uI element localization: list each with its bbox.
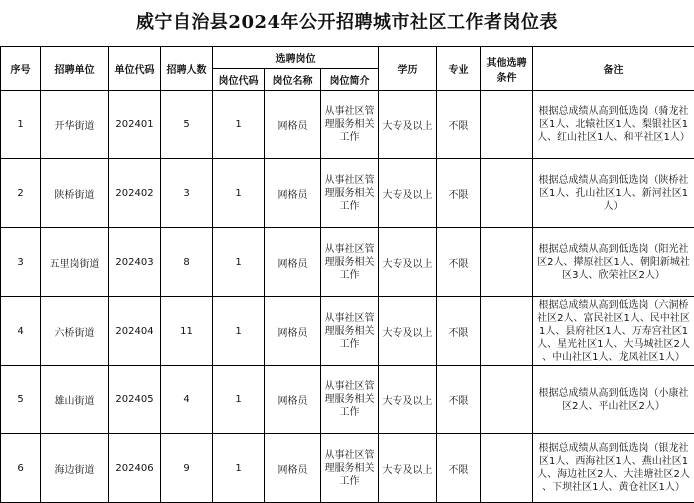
page-title: 威宁自治县2024年公开招聘城市社区工作者岗位表 bbox=[0, 0, 694, 46]
desc-line: 工作 bbox=[340, 201, 360, 212]
header-major: 专业 bbox=[437, 47, 481, 91]
cell-other-conditions bbox=[481, 228, 533, 297]
remark-line: 区3人、欣荣社区2人） bbox=[533, 269, 694, 282]
remark-line: 根据总成绩从高到低选岗（小康社 bbox=[533, 387, 694, 400]
remark-line: 区1人、西海社区1人、燕山社区1 bbox=[533, 455, 694, 468]
table-row bbox=[1, 366, 694, 434]
header-count: 招聘人数 bbox=[161, 47, 213, 91]
cell-unit-code: 202401 bbox=[109, 91, 161, 159]
remark-line: 人、红山社区1人、和平社区1人） bbox=[533, 131, 694, 144]
desc-line: 从事社区管 bbox=[325, 313, 375, 324]
remark-line: 社区2人、富民社区1人、民中社区 bbox=[533, 312, 694, 325]
cell-other-conditions bbox=[481, 366, 533, 434]
cell-position-name: 网格员 bbox=[265, 159, 321, 228]
cell-unit: 开华街道 bbox=[41, 91, 109, 159]
table-header-row bbox=[1, 47, 694, 69]
header-unit: 招聘单位 bbox=[41, 47, 109, 91]
cell-unit-code: 202406 bbox=[109, 434, 161, 503]
cell-position-code: 1 bbox=[213, 366, 265, 434]
desc-line: 工作 bbox=[340, 407, 360, 418]
desc-line: 工作 bbox=[340, 339, 360, 350]
cell-major: 不限 bbox=[437, 297, 481, 366]
cell-position-code: 1 bbox=[213, 228, 265, 297]
desc-line: 工作 bbox=[340, 476, 360, 487]
remark-line: 区2人、撵原社区1人、朝阳新城社 bbox=[533, 256, 694, 269]
cell-major: 不限 bbox=[437, 366, 481, 434]
cell-position-desc bbox=[321, 434, 379, 503]
cell-seq: 2 bbox=[1, 159, 41, 228]
cell-unit-code: 202404 bbox=[109, 297, 161, 366]
cell-education: 大专及以上 bbox=[379, 228, 437, 297]
desc-line: 从事社区管 bbox=[325, 106, 375, 117]
cell-count: 5 bbox=[161, 91, 213, 159]
cell-unit-code: 202402 bbox=[109, 159, 161, 228]
desc-line: 理服务相关 bbox=[325, 463, 375, 474]
header-other-conditions bbox=[481, 47, 533, 91]
desc-line: 理服务相关 bbox=[325, 188, 375, 199]
cell-position-code: 1 bbox=[213, 434, 265, 503]
cell-major: 不限 bbox=[437, 434, 481, 503]
cell-seq: 6 bbox=[1, 434, 41, 503]
header-education: 学历 bbox=[379, 47, 437, 91]
cell-remark bbox=[533, 297, 694, 366]
cell-education: 大专及以上 bbox=[379, 434, 437, 503]
header-position-name: 岗位名称 bbox=[265, 69, 321, 91]
header-position-group: 选聘岗位 bbox=[213, 47, 379, 69]
cell-remark bbox=[533, 159, 694, 228]
table-row bbox=[1, 228, 694, 297]
desc-line: 从事社区管 bbox=[325, 175, 375, 186]
remark-line: 根据总成绩从高到低选岗（陕桥社 bbox=[533, 174, 694, 187]
cell-position-desc bbox=[321, 159, 379, 228]
remark-line: 根据总成绩从高到低选岗（骑龙社 bbox=[533, 105, 694, 118]
cell-major: 不限 bbox=[437, 159, 481, 228]
remark-line: 根据总成绩从高到低选岗（银龙社 bbox=[533, 442, 694, 455]
remark-line: 人、星光社区1人、大马城社区2人 bbox=[533, 338, 694, 351]
cell-other-conditions bbox=[481, 91, 533, 159]
cell-position-name: 网格员 bbox=[265, 297, 321, 366]
cell-count: 3 bbox=[161, 159, 213, 228]
desc-line: 理服务相关 bbox=[325, 257, 375, 268]
header-other-line2: 条件 bbox=[497, 73, 517, 84]
cell-position-name: 网格员 bbox=[265, 91, 321, 159]
cell-count: 9 bbox=[161, 434, 213, 503]
table-row bbox=[1, 159, 694, 228]
remark-line: 、中山社区1人、龙凤社区1人） bbox=[533, 351, 694, 364]
cell-remark bbox=[533, 366, 694, 434]
desc-line: 理服务相关 bbox=[325, 326, 375, 337]
desc-line: 工作 bbox=[340, 270, 360, 281]
cell-remark bbox=[533, 434, 694, 503]
cell-count: 11 bbox=[161, 297, 213, 366]
remark-line: 人） bbox=[533, 200, 694, 213]
header-unit-code: 单位代码 bbox=[109, 47, 161, 91]
cell-remark bbox=[533, 228, 694, 297]
cell-unit: 六桥街道 bbox=[41, 297, 109, 366]
desc-line: 从事社区管 bbox=[325, 244, 375, 255]
header-position-desc: 岗位简介 bbox=[321, 69, 379, 91]
cell-count: 8 bbox=[161, 228, 213, 297]
cell-remark bbox=[533, 91, 694, 159]
cell-education: 大专及以上 bbox=[379, 91, 437, 159]
cell-count: 4 bbox=[161, 366, 213, 434]
remark-line: 1人、县府社区1人、万寿宫社区1 bbox=[533, 325, 694, 338]
positions-table bbox=[0, 46, 694, 503]
remark-line: 根据总成绩从高到低选岗（六洞桥 bbox=[533, 299, 694, 312]
cell-other-conditions bbox=[481, 297, 533, 366]
table-row bbox=[1, 434, 694, 503]
cell-seq: 4 bbox=[1, 297, 41, 366]
cell-unit: 五里岗街道 bbox=[41, 228, 109, 297]
table-row bbox=[1, 91, 694, 159]
desc-line: 理服务相关 bbox=[325, 394, 375, 405]
cell-unit: 海边街道 bbox=[41, 434, 109, 503]
cell-unit: 雄山街道 bbox=[41, 366, 109, 434]
remark-line: 区1人、北辕社区1人、梨银社区1 bbox=[533, 118, 694, 131]
cell-position-name: 网格员 bbox=[265, 434, 321, 503]
header-remark: 备注 bbox=[533, 47, 694, 91]
cell-unit: 陕桥街道 bbox=[41, 159, 109, 228]
cell-position-code: 1 bbox=[213, 91, 265, 159]
table-row bbox=[1, 297, 694, 366]
cell-position-desc bbox=[321, 91, 379, 159]
desc-line: 从事社区管 bbox=[325, 381, 375, 392]
remark-line: 、下坝社区1人、黄仓社区1人） bbox=[533, 481, 694, 494]
desc-line: 理服务相关 bbox=[325, 119, 375, 130]
cell-seq: 5 bbox=[1, 366, 41, 434]
desc-line: 从事社区管 bbox=[325, 450, 375, 461]
cell-education: 大专及以上 bbox=[379, 366, 437, 434]
cell-position-desc bbox=[321, 366, 379, 434]
cell-major: 不限 bbox=[437, 228, 481, 297]
cell-major: 不限 bbox=[437, 91, 481, 159]
cell-unit-code: 202403 bbox=[109, 228, 161, 297]
remark-line: 区2人、平山社区2人） bbox=[533, 400, 694, 413]
header-position-code: 岗位代码 bbox=[213, 69, 265, 91]
cell-other-conditions bbox=[481, 159, 533, 228]
cell-seq: 3 bbox=[1, 228, 41, 297]
cell-position-code: 1 bbox=[213, 159, 265, 228]
cell-position-name: 网格员 bbox=[265, 228, 321, 297]
cell-seq: 1 bbox=[1, 91, 41, 159]
remark-line: 区1人、孔山社区1人、新河社区1 bbox=[533, 187, 694, 200]
remark-line: 根据总成绩从高到低选岗（阳光社 bbox=[533, 243, 694, 256]
cell-unit-code: 202405 bbox=[109, 366, 161, 434]
desc-line: 工作 bbox=[340, 132, 360, 143]
header-other-line1: 其他选聘 bbox=[487, 58, 527, 69]
cell-other-conditions bbox=[481, 434, 533, 503]
remark-line: 人、海边社区2人、大洼塘社区2人 bbox=[533, 468, 694, 481]
cell-education: 大专及以上 bbox=[379, 159, 437, 228]
cell-position-desc bbox=[321, 297, 379, 366]
table-body bbox=[1, 91, 694, 503]
cell-position-desc bbox=[321, 228, 379, 297]
cell-education: 大专及以上 bbox=[379, 297, 437, 366]
header-seq: 序号 bbox=[1, 47, 41, 91]
cell-position-code: 1 bbox=[213, 297, 265, 366]
cell-position-name: 网格员 bbox=[265, 366, 321, 434]
